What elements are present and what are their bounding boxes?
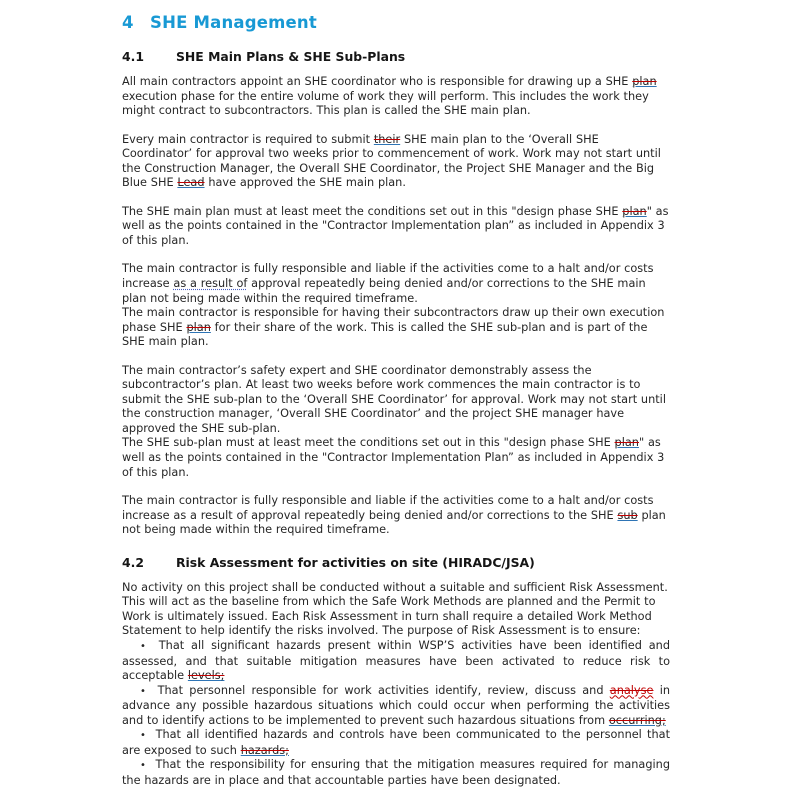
tracked-change-word-inner: plan — [614, 436, 639, 450]
bullet-item: • That personnel responsible for work activities identify, review, discuss and analyse in advance any possible hazardous situations which could occur when performing the activities and to identify actions to be implemented to prevent such hazardous situations from occurring; — [122, 683, 671, 727]
bullet-item: • That all identified hazards and controls have been communicated to the personnel that are exposed to such hazards; — [122, 728, 670, 757]
tracked-change-word-inner: plan — [186, 320, 211, 334]
tracked-change-word-inner: hazards; — [240, 743, 289, 757]
document-body — [122, 49, 670, 788]
document-title-number: 4 — [122, 13, 134, 32]
paragraph: The main contractor is responsible for having their subcontractors draw up their own execution phase SHE plan for their share of the work. This is called the SHE sub-plan and is part of the SHE main plan. — [122, 306, 665, 349]
section-heading — [122, 555, 670, 570]
tracked-change-word-inner: levels; — [187, 669, 225, 683]
bullet-glyph: • — [140, 730, 156, 742]
bullet-glyph: • — [140, 640, 159, 652]
tracked-change-word — [188, 669, 225, 682]
tracked-change-word-inner: sub — [617, 508, 638, 522]
tracked-change-word — [632, 75, 656, 88]
grammar-marked-phrase: as a result of — [173, 277, 248, 291]
tracked-change-word — [615, 436, 639, 449]
spellcheck-marked-word-inner: analyse — [609, 683, 654, 697]
bullet-item: • That the responsibility for ensuring that the mitigation measures required for managing the hazards are in place and that accountable parties have been designated. — [122, 758, 670, 787]
tracked-change-word-inner: occurring; — [608, 713, 666, 727]
section-number: 4.2 — [122, 554, 144, 570]
paragraph: The main contractor is fully responsible and liable if the activities come to a halt and/or costs increase as a result of approval repeatedly being denied and/or corrections to the SHE main plan not being made within the required timeframe. — [122, 262, 654, 305]
document-content — [122, 13, 670, 788]
bullet-glyph: • — [140, 760, 156, 772]
tracked-change-word-inner: Lead — [177, 176, 205, 190]
paragraph: The SHE main plan must at least meet the conditions set out in this "design phase SHE plan" as well as the points contained in the "Contractor Implementation plan” as included in Appendix 3 of this plan. — [122, 204, 669, 247]
bullet-glyph: • — [140, 685, 158, 697]
tracked-change-word-inner: plan — [622, 204, 647, 218]
tracked-change-word — [374, 133, 400, 146]
tracked-change-word-inner: their — [373, 132, 401, 146]
section-number: 4.1 — [122, 49, 144, 64]
paragraph: No activity on this project shall be conducted without a suitable and sufficient Risk Assessment. This will act as the baseline from which the Safe Work Methods are planned and the Permit to Work is ultimately issued. Each Risk Assessment in turn shall require a detailed Work Method Statement to help identify the risks involved. The purpose of Risk Assessment is to ensure: — [122, 580, 668, 638]
tracked-change-word — [609, 714, 666, 727]
paragraph: The SHE sub-plan must at least meet the conditions set out in this "design phase SHE plan" as well as the points contained in the "Contractor Implementation Plan” as included in Appendix 3 of this plan. — [122, 436, 665, 479]
tracked-change-word — [177, 176, 204, 189]
paragraph: All main contractors appoint an SHE coordinator who is responsible for drawing up a SHE plan execution phase for the entire volume of work they will perform. This includes the work they might contract to subcontractors. This plan is called the SHE main plan. — [122, 75, 657, 118]
paragraph: The main contractor’s safety expert and SHE coordinator demonstrably assess the subcontractor’s plan. At least two weeks before work commences the main contractor is to submit the SHE sub-plan to the ‘Overall SHE Coordinator’ for approval. Work may not start until the construction manager, ‘Overall SHE Coordinator’ and the project SHE manager have approved the SHE sub-plan. — [122, 363, 666, 435]
spellcheck-marked-word — [610, 684, 654, 697]
section-heading — [122, 49, 670, 64]
section-heading-text: SHE Main Plans & SHE Sub-Plans — [176, 49, 406, 64]
document-title — [122, 13, 670, 32]
section-heading-text: Risk Assessment for activities on site (HIRADC/JSA) — [176, 554, 535, 570]
tracked-change-word — [241, 744, 289, 757]
bullet-item: • That all significant hazards present within WSP’S activities have been identified and assessed, and that suitable mitigation measures have been activated to reduce risk to acceptable levels; — [122, 638, 670, 683]
tracked-change-word — [186, 321, 210, 334]
paragraph: Every main contractor is required to submit their SHE main plan to the ‘Overall SHE Coordinator’ for approval two weeks prior to commencement of work. Work may not start until the Construction Manager, the Overall SHE Coordinator, the Project SHE Manager and the Big Blue SHE Lead have approved the SHE main plan. — [122, 132, 661, 190]
tracked-change-word — [617, 509, 637, 522]
document-title-text: SHE Management — [150, 13, 317, 32]
paragraph: The main contractor is fully responsible and liable if the activities come to a halt and/or costs increase as a result of approval repeatedly being denied and/or corrections to the SHE sub plan not being made within the required timeframe. — [122, 494, 666, 537]
tracked-change-word — [622, 205, 646, 218]
tracked-change-word-inner: plan — [632, 75, 657, 88]
